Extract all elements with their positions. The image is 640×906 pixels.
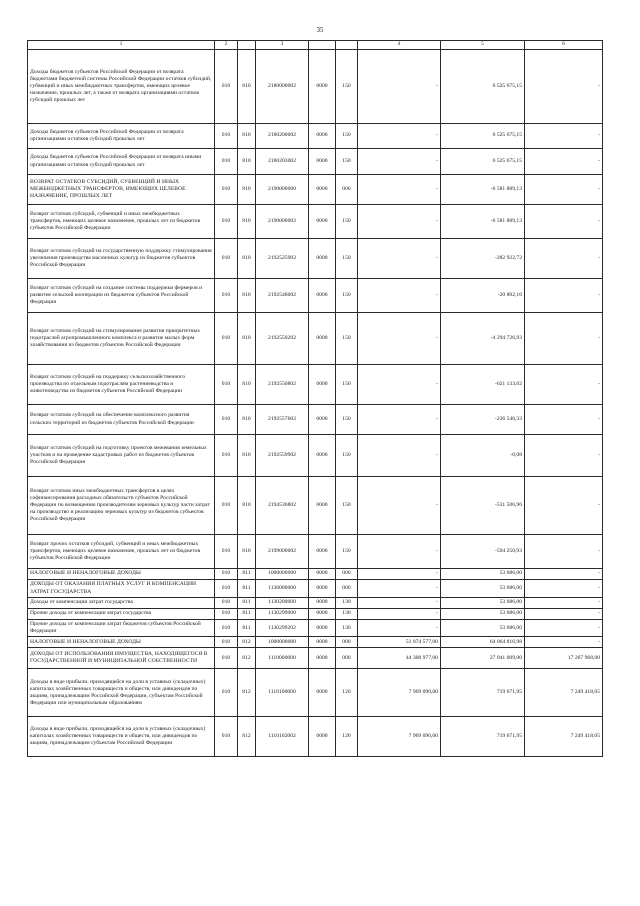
amount-cell: - — [525, 435, 603, 477]
table-row — [28, 620, 603, 637]
table-row — [28, 205, 603, 239]
code-cell: 812 — [238, 648, 256, 669]
amount-cell: -20 802,16 — [441, 279, 525, 313]
code-cell: 010 — [215, 580, 238, 598]
amount-cell: 27 041 009,00 — [441, 648, 525, 669]
code-cell: 010 — [215, 405, 238, 435]
amount-cell: 7 249 418,05 — [525, 717, 603, 757]
amount-cell: - — [358, 279, 441, 313]
code-cell: 2190000000 — [256, 175, 309, 205]
code-cell: 0000 — [309, 435, 336, 477]
code-cell: 811 — [238, 580, 256, 598]
code-cell: 810 — [238, 313, 256, 365]
amount-cell: - — [358, 580, 441, 598]
header-cell: 3 — [256, 41, 309, 50]
code-cell: 811 — [238, 569, 256, 580]
code-cell: 130 — [336, 598, 358, 609]
code-cell: 0000 — [309, 313, 336, 365]
code-cell: 2192557602 — [256, 405, 309, 435]
code-cell: 1130299202 — [256, 620, 309, 637]
amount-cell: 7 249 418,05 — [525, 669, 603, 717]
table-row — [28, 717, 603, 757]
amount-cell: 6 525 675,15 — [441, 124, 525, 149]
code-cell: 811 — [238, 609, 256, 620]
code-cell: 150 — [336, 365, 358, 405]
code-cell: 810 — [238, 365, 256, 405]
item-name: Возврат остатков субсидий, субвенций и иных межбюджетных трансфертов, имеющих целевое назначение, прошлых лет из бюджетов субъектов Российской Федерации — [28, 205, 215, 239]
amount-cell: 17 267 968,00 — [525, 648, 603, 669]
code-cell: 150 — [336, 239, 358, 279]
page-number: 35 — [316, 26, 324, 34]
code-cell: 0000 — [309, 124, 336, 149]
code-cell: 810 — [238, 239, 256, 279]
amount-cell: 51 074 577,00 — [358, 637, 441, 648]
code-cell: 1130200000 — [256, 598, 309, 609]
amount-cell: 44 308 977,00 — [358, 648, 441, 669]
code-cell: 0000 — [309, 205, 336, 239]
amount-cell: 53 686,00 — [441, 598, 525, 609]
amount-cell: - — [525, 279, 603, 313]
amount-cell: - — [358, 365, 441, 405]
code-cell: 010 — [215, 637, 238, 648]
code-cell: 0000 — [309, 175, 336, 205]
code-cell: 810 — [238, 205, 256, 239]
amount-cell: -594 250,93 — [441, 535, 525, 569]
code-cell: 010 — [215, 50, 238, 124]
code-cell: 150 — [336, 477, 358, 535]
code-cell: 0000 — [309, 535, 336, 569]
item-name: Доходы в виде прибыли, приходящейся на доли в уставных (складочных) капиталах хозяйственных товариществ и обществ, или дивидендов по акциям, принадлежащим субъектам Российской Федерации — [28, 717, 215, 757]
item-name: Возврат остатков субсидий на обеспечение комплексного развития сельских территорий из бюджетов субъектов Российской Федерации — [28, 405, 215, 435]
amount-cell: - — [358, 435, 441, 477]
code-cell: 0000 — [309, 239, 336, 279]
amount-cell: 7 969 090,00 — [358, 669, 441, 717]
amount-cell: -531 506,96 — [441, 477, 525, 535]
item-name: Доходы бюджетов субъектов Российской Федерации от возврата организациями остатков субсидий прошлых лет — [28, 124, 215, 149]
code-cell: 0000 — [309, 669, 336, 717]
table-row — [28, 365, 603, 405]
item-name: Прочие доходы от компенсации затрат бюджетов субъектов Российской Федерации — [28, 620, 215, 637]
item-name: НАЛОГОВЫЕ И НЕНАЛОГОВЫЕ ДОХОДЫ — [28, 569, 215, 580]
item-name: ДОХОДЫ ОТ ОКАЗАНИЯ ПЛАТНЫХ УСЛУГ И КОМПЕНСАЦИИ ЗАТРАТ ГОСУДАРСТВА — [28, 580, 215, 598]
code-cell: 2180203002 — [256, 149, 309, 175]
amount-cell: 53 686,00 — [441, 620, 525, 637]
code-cell: 810 — [238, 50, 256, 124]
item-name: Доходы бюджетов субъектов Российской Федерации от возврата бюджетами бюджетной системы Российской Федерации остатков субсидий, субвенций и иных межбюджетных трансфертов, имеющих целевое назначение, прошлых лет, а также от возврата организациями остатков субсидий прошлых лет — [28, 50, 215, 124]
code-cell: 810 — [238, 149, 256, 175]
code-cell: 010 — [215, 620, 238, 637]
table-row — [28, 637, 603, 648]
code-cell: 810 — [238, 279, 256, 313]
table-row — [28, 149, 603, 175]
code-cell: 010 — [215, 569, 238, 580]
amount-cell: - — [525, 365, 603, 405]
amount-cell: - — [525, 477, 603, 535]
code-cell: 010 — [215, 477, 238, 535]
table-row — [28, 435, 603, 477]
code-cell: 0000 — [309, 569, 336, 580]
header-cell: 4 — [358, 41, 441, 50]
code-cell: 010 — [215, 279, 238, 313]
amount-cell: - — [525, 580, 603, 598]
amount-cell: 64 064 816,98 — [441, 637, 525, 648]
item-name: Доходы бюджетов субъектов Российской Федерации от возврата иными организациями остатков субсидий прошлых лет — [28, 149, 215, 175]
code-cell: 2192550202 — [256, 313, 309, 365]
code-cell: 1110100000 — [256, 669, 309, 717]
item-name: Доходы от компенсации затрат государства — [28, 598, 215, 609]
amount-cell: -621 133,02 — [441, 365, 525, 405]
amount-cell: - — [525, 405, 603, 435]
header-row — [28, 41, 603, 50]
code-cell: 0000 — [309, 149, 336, 175]
code-cell: 150 — [336, 50, 358, 124]
code-cell: 0000 — [309, 717, 336, 757]
code-cell: 0000 — [309, 50, 336, 124]
amount-cell: - — [525, 535, 603, 569]
code-cell: 120 — [336, 669, 358, 717]
code-cell: 010 — [215, 717, 238, 757]
code-cell: 0000 — [309, 609, 336, 620]
code-cell: 010 — [215, 313, 238, 365]
item-name: Доходы в виде прибыли, приходящейся на доли в уставных (складочных) капиталах хозяйственных товариществ и обществ, или дивидендов по акциям, принадлежащим Российской Федерации, субъектам Российской Федерации или муниципальным образованиям — [28, 669, 215, 717]
table-row — [28, 477, 603, 535]
code-cell: 1000000000 — [256, 637, 309, 648]
amount-cell: - — [358, 175, 441, 205]
amount-cell: - — [525, 620, 603, 637]
amount-cell: 53 686,00 — [441, 580, 525, 598]
amount-cell: -282 922,72 — [441, 239, 525, 279]
amount-cell: - — [358, 205, 441, 239]
amount-cell: - — [358, 313, 441, 365]
table-row — [28, 535, 603, 569]
header-cell: 5 — [441, 41, 525, 50]
code-cell: 000 — [336, 637, 358, 648]
amount-cell: - — [525, 50, 603, 124]
code-cell: 2180200002 — [256, 124, 309, 149]
header-cell — [336, 41, 358, 50]
code-cell: 2194536802 — [256, 477, 309, 535]
amount-cell: - — [358, 569, 441, 580]
amount-cell: - — [358, 149, 441, 175]
code-cell: 810 — [238, 435, 256, 477]
amount-cell: - — [358, 620, 441, 637]
code-cell: 0000 — [309, 598, 336, 609]
amount-cell: - — [525, 205, 603, 239]
code-cell: 000 — [336, 648, 358, 669]
amount-cell: - — [358, 535, 441, 569]
table-row — [28, 50, 603, 124]
amount-cell: - — [525, 149, 603, 175]
amount-cell: 6 525 675,15 — [441, 50, 525, 124]
amount-cell: - — [358, 405, 441, 435]
amount-cell: - — [358, 598, 441, 609]
item-name: Возврат остатков субсидий на поддержку сельскохозяйственного производства по отдельным подотраслям растениеводства и животноводства из бюджетов субъектов Российской Федерации — [28, 365, 215, 405]
code-cell: 0000 — [309, 637, 336, 648]
code-cell: 000 — [336, 580, 358, 598]
code-cell: 810 — [238, 477, 256, 535]
item-name: Возврат остатков иных межбюджетных трансфертов в целях софинансирования расходных обязательств субъектов Российской Федерации по возмещению производителям зерновых культур части затрат на производство и реализацию зерновых культур из бюджетов субъектов Российской Федерации — [28, 477, 215, 535]
amount-cell: 6 525 675,15 — [441, 149, 525, 175]
code-cell: 2199000002 — [256, 535, 309, 569]
code-cell: 150 — [336, 405, 358, 435]
code-cell: 150 — [336, 313, 358, 365]
code-cell: 811 — [238, 598, 256, 609]
amount-cell: -4 294 726,93 — [441, 313, 525, 365]
table-row — [28, 598, 603, 609]
amount-cell: -236 546,33 — [441, 405, 525, 435]
item-name: Возврат остатков субсидий на создание системы поддержки фермеров и развитие сельской кооперации из бюджетов субъектов Российской Федерации — [28, 279, 215, 313]
code-cell: 0000 — [309, 279, 336, 313]
code-cell: 1130000000 — [256, 580, 309, 598]
item-name: Возврат остатков субсидий на стимулирование развития приоритетных подотраслей агропромышленного комплекса и развитие малых форм хозяйствования из бюджетов субъектов Российской Федерации — [28, 313, 215, 365]
code-cell: 0000 — [309, 405, 336, 435]
code-cell: 810 — [238, 405, 256, 435]
code-cell: 1000000000 — [256, 569, 309, 580]
table-row — [28, 569, 603, 580]
amount-cell: - — [358, 609, 441, 620]
budget-table — [27, 40, 603, 757]
code-cell: 010 — [215, 239, 238, 279]
code-cell: 1130299000 — [256, 609, 309, 620]
code-cell: 2180000002 — [256, 50, 309, 124]
code-cell: 130 — [336, 620, 358, 637]
code-cell: 812 — [238, 637, 256, 648]
amount-cell: - — [358, 239, 441, 279]
code-cell: 010 — [215, 535, 238, 569]
table-row — [28, 239, 603, 279]
code-cell: 812 — [238, 669, 256, 717]
code-cell: 000 — [336, 175, 358, 205]
code-cell: 0000 — [309, 648, 336, 669]
amount-cell: - — [525, 609, 603, 620]
code-cell: 150 — [336, 279, 358, 313]
code-cell: 2192525902 — [256, 239, 309, 279]
code-cell: 811 — [238, 620, 256, 637]
header-cell: 1 — [28, 41, 215, 50]
header-cell: 2 — [215, 41, 238, 50]
table-row — [28, 175, 603, 205]
table-row — [28, 405, 603, 435]
item-name: ВОЗВРАТ ОСТАТКОВ СУБСИДИЙ, СУБВЕНЦИЙ И ИНЫХ МЕЖБЮДЖЕТНЫХ ТРАНСФЕРТОВ, ИМЕЮЩИХ ЦЕЛЕВОЕ НАЗНАЧЕНИЕ, ПРОШЛЫХ ЛЕТ — [28, 175, 215, 205]
amount-cell: -0,08 — [441, 435, 525, 477]
code-cell: 0000 — [309, 580, 336, 598]
code-cell: 010 — [215, 648, 238, 669]
amount-cell: -6 581 889,13 — [441, 175, 525, 205]
code-cell: 120 — [336, 717, 358, 757]
code-cell: 0000 — [309, 477, 336, 535]
table-row — [28, 609, 603, 620]
code-cell: 2192548002 — [256, 279, 309, 313]
amount-cell: 53 686,00 — [441, 609, 525, 620]
code-cell: 2190000002 — [256, 205, 309, 239]
code-cell: 1110102002 — [256, 717, 309, 757]
amount-cell: - — [525, 175, 603, 205]
code-cell: 2192559902 — [256, 435, 309, 477]
code-cell: 1110000000 — [256, 648, 309, 669]
code-cell: 010 — [215, 124, 238, 149]
code-cell: 810 — [238, 535, 256, 569]
item-name: Возврат прочих остатков субсидий, субвенций и иных межбюджетных трансфертов, имеющих целевое назначение, прошлых лет из бюджетов субъектов Российской Федерации — [28, 535, 215, 569]
table-row — [28, 279, 603, 313]
code-cell: 810 — [238, 175, 256, 205]
table-row — [28, 669, 603, 717]
code-cell: 150 — [336, 205, 358, 239]
code-cell: 010 — [215, 598, 238, 609]
amount-cell: 7 969 090,00 — [358, 717, 441, 757]
code-cell: 150 — [336, 535, 358, 569]
table-row — [28, 313, 603, 365]
amount-cell: - — [358, 477, 441, 535]
amount-cell: 53 686,00 — [441, 569, 525, 580]
amount-cell: - — [358, 50, 441, 124]
amount-cell: - — [525, 598, 603, 609]
code-cell: 0000 — [309, 365, 336, 405]
code-cell: 130 — [336, 609, 358, 620]
amount-cell: 719 671,95 — [441, 717, 525, 757]
code-cell: 010 — [215, 149, 238, 175]
code-cell: 010 — [215, 609, 238, 620]
code-cell: 010 — [215, 365, 238, 405]
code-cell: 010 — [215, 175, 238, 205]
amount-cell: -6 581 889,13 — [441, 205, 525, 239]
amount-cell: 719 671,95 — [441, 669, 525, 717]
amount-cell: - — [525, 637, 603, 648]
item-name: Прочие доходы от компенсации затрат государства — [28, 609, 215, 620]
amount-cell: - — [525, 124, 603, 149]
code-cell: 150 — [336, 124, 358, 149]
header-cell — [309, 41, 336, 50]
table-row — [28, 648, 603, 669]
code-cell: 812 — [238, 717, 256, 757]
amount-cell: - — [525, 569, 603, 580]
code-cell: 0000 — [309, 620, 336, 637]
code-cell: 010 — [215, 205, 238, 239]
amount-cell: - — [358, 124, 441, 149]
code-cell: 010 — [215, 435, 238, 477]
code-cell: 010 — [215, 669, 238, 717]
header-cell — [238, 41, 256, 50]
item-name: Возврат остатков субсидий на подготовку проектов межевания земельных участков и на проведение кадастровых работ из бюджетов субъектов Российской Федерации — [28, 435, 215, 477]
code-cell: 150 — [336, 149, 358, 175]
amount-cell: - — [525, 313, 603, 365]
code-cell: 000 — [336, 569, 358, 580]
header-cell: 6 — [525, 41, 603, 50]
item-name: НАЛОГОВЫЕ И НЕНАЛОГОВЫЕ ДОХОДЫ — [28, 637, 215, 648]
code-cell: 810 — [238, 124, 256, 149]
amount-cell: - — [525, 239, 603, 279]
item-name: ДОХОДЫ ОТ ИСПОЛЬЗОВАНИЯ ИМУЩЕСТВА, НАХОДЯЩЕГОСЯ В ГОСУДАРСТВЕННОЙ И МУНИЦИПАЛЬНОЙ СОБСТВЕННОСТИ — [28, 648, 215, 669]
code-cell: 150 — [336, 435, 358, 477]
table-row — [28, 124, 603, 149]
table-row — [28, 580, 603, 598]
code-cell: 2192550802 — [256, 365, 309, 405]
item-name: Возврат остатков субсидий на государственную поддержку стимулирования увеличения производства масличных культур из бюджетов субъектов Российской Федерации — [28, 239, 215, 279]
